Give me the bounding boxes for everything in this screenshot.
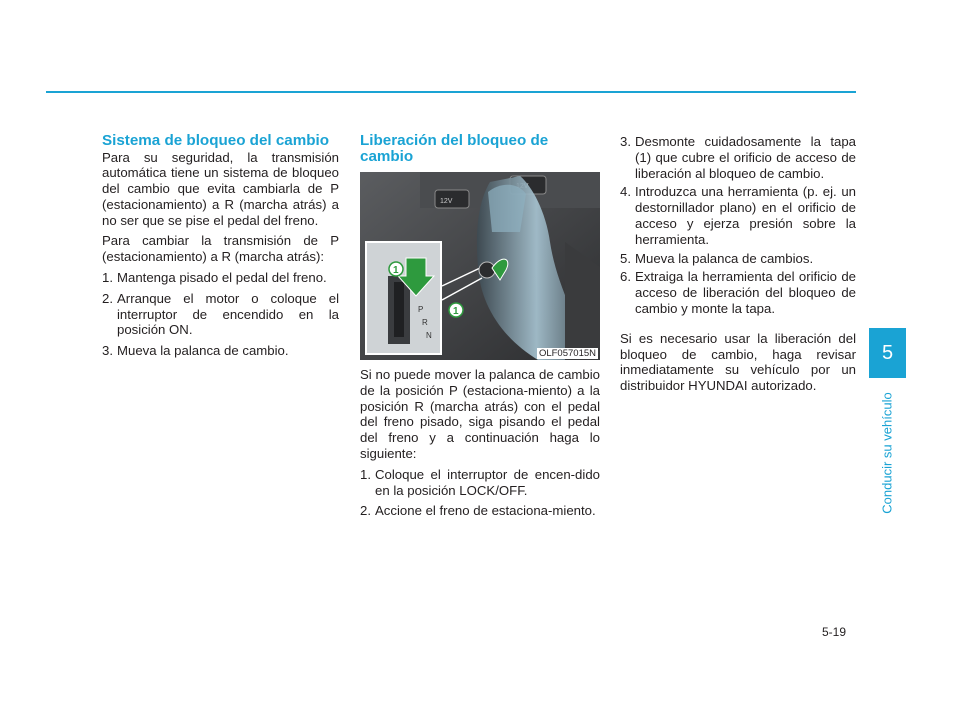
shift-lock-release-figure (360, 172, 600, 360)
column-1 (102, 133, 339, 364)
column-2 (360, 133, 600, 524)
socket-label: 12V (440, 198, 453, 205)
step-number: 1. (102, 270, 113, 286)
list-item (620, 269, 856, 316)
list-item (360, 503, 600, 519)
step-number: 3. (620, 134, 631, 149)
step-number: 6. (620, 269, 631, 285)
step-text: Extraiga la herramienta del orificio de acceso de liberación del bloqueo de cambio y monte la tapa. (635, 269, 856, 316)
step-number: 2. (102, 290, 113, 306)
step-text: Mantenga pisado el pedal del freno. (117, 270, 327, 286)
step-number: 1. (360, 466, 371, 482)
step-number: 4. (620, 184, 631, 200)
gear-letter: P (418, 305, 424, 314)
gear-shifter-illustration (360, 172, 600, 360)
list-item (102, 343, 339, 359)
step-number: 2. (360, 503, 371, 519)
paragraph: Si no puede mover la palanca de cambio de la posición P (estaciona-miento) a la posición R (marcha atrás) con el pedal del freno pisado, siga pisando el pedal del freno y a continuación haga lo siguiente: (360, 367, 600, 461)
paragraph: Para cambiar la transmisión de P (estacionamiento) a R (marcha atrás): (102, 233, 339, 265)
paragraph: Para su seguridad, la transmisión automática tiene un sistema de bloqueo del cambio que evita cambiarla de P (estacionamiento) a R (marcha atrás) a no ser que se pise el pedal del freno. (102, 149, 339, 228)
gear-letter: N (426, 331, 432, 340)
step-text: Accione el freno de estaciona-miento. (375, 503, 596, 519)
step-text: Introduzca una herramienta (p. ej. un destornillador plano) en el orificio de acceso y ejerza presión sobre la herramienta. (635, 184, 856, 247)
callout-number: 1 (453, 306, 459, 317)
list-item (360, 467, 600, 499)
steps-list (102, 270, 339, 359)
step-text: Arranque el motor o coloque el interruptor de encendido en la posición ON. (117, 290, 339, 338)
paragraph: Si es necesario usar la liberación del bloqueo de cambio, haga revisar inmediatamente su vehículo por un distribuidor HYUNDAI autorizado. (620, 330, 856, 394)
steps-list (620, 134, 856, 317)
section-heading-shift-lock-release: Liberación del bloqueo de cambio (360, 132, 549, 165)
step-text: Desmonte cuidadosamente la tapa (1) que cubre el orificio de acceso de liberación al bloqueo de cambio. (635, 134, 856, 181)
section-heading-shift-lock: Sistema de bloqueo del cambio (102, 132, 330, 149)
list-item (620, 251, 856, 267)
chapter-title: Conducir su vehículo (879, 392, 895, 514)
list-item (620, 184, 856, 247)
step-text: Coloque el interruptor de encen-dido en la posición LOCK/OFF. (375, 466, 600, 498)
step-number: 3. (102, 343, 113, 359)
list-item (102, 270, 339, 286)
column-3 (620, 134, 856, 399)
gear-letter: R (422, 318, 428, 327)
figure-code: OLF057015N (538, 348, 596, 359)
callout-number: 1 (393, 265, 399, 276)
step-text: Mueva la palanca de cambios. (635, 250, 814, 266)
step-number: 5. (620, 250, 631, 266)
steps-list (360, 467, 600, 519)
page-number: 5-19 (822, 625, 847, 639)
list-item (620, 134, 856, 181)
header-rule (46, 91, 856, 93)
chapter-tab: 5 (869, 328, 906, 378)
step-text: Mueva la palanca de cambio. (117, 343, 289, 359)
list-item (102, 291, 339, 338)
